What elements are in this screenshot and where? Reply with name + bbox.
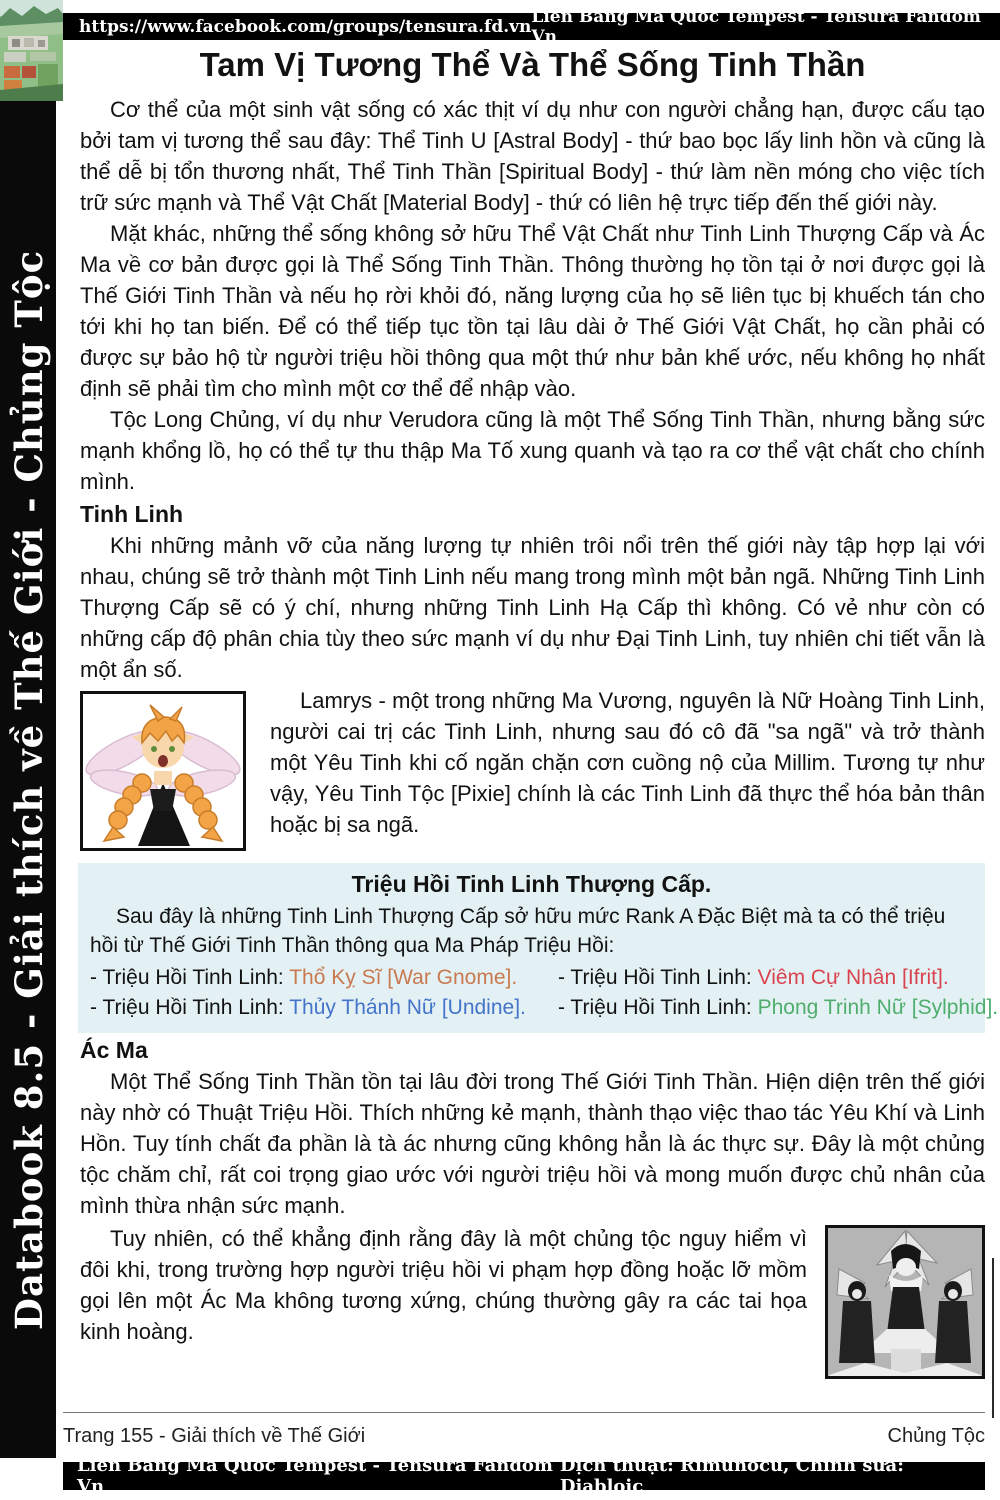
lamrys-portrait-image [80,691,246,851]
demons-panel-image [825,1225,985,1379]
bottom-banner-group: Liên Bang Ma Quốc Tempest - Tensura Fandom Vn [77,1455,553,1497]
heading-ac-ma: Ác Ma [80,1037,148,1063]
paragraph-tinh-linh: Khi những mảnh vỡ của năng lượng tự nhiên trôi nổi trên thế giới này tập hợp lại với nhau, chúng sẽ trở thành một Tinh Linh nếu mang trong mình một bản ngã. Những Tinh Linh Thượng Cấp sẽ có ý chí, nhưng những Tinh Linh Hạ Cấp thì không. Có vẻ như còn có những cấp độ phân chia tùy theo sức mạnh ví dụ như Đại Tinh Linh, tuy nhiên chi tiết vẫn là một ẩn số. [80,533,985,682]
summon-item-gnome: - Triệu Hồi Tinh Linh: Thổ Kỵ Sĩ [War Gnome]. [90,966,518,989]
sidebar-vertical-label: Databook 8.5 - Giải thích về Thế Giới - Chủng Tộc [7,249,51,1331]
heading-tinh-linh: Tinh Linh [80,501,184,527]
page-title: Tam Vị Tương Thể Và Thể Sống Tinh Thần [199,46,866,83]
group-name: Liên Bang Ma Quốc Tempest - Tensura Fandom Vn [531,6,981,47]
summon-list [90,963,999,1023]
paragraph-dragon-race: Tộc Long Chủng, ví dụ như Verudora cũng là một Thể Sống Tinh Thần, nhưng bằng sức mạnh khổng lồ, họ có thể tự thu thập Ma Tố xung quanh và tạo ra cơ thể vật chất cho chính mình. [80,407,985,494]
summon-name-undine: Thủy Thánh Nữ [Undine]. [289,996,526,1019]
summon-name-gnome: Thổ Kỵ Sĩ [War Gnome]. [289,966,518,989]
summon-info-box [78,863,999,1033]
summon-item-sylphid: - Triệu Hồi Tinh Linh: Phong Trinh Nữ [Sylphid]. [557,996,999,1019]
summon-box-title: Triệu Hồi Tinh Linh Thượng Cấp. [351,871,712,897]
top-banner [63,6,1000,47]
summon-item-undine: - Triệu Hồi Tinh Linh: Thủy Thánh Nữ [Undine]. [90,996,526,1019]
lamrys-section [80,685,985,853]
summon-name-sylphid: Phong Trinh Nữ [Sylphid]. [757,996,999,1019]
bottom-banner-credits: Dịch thuật: Rimunocu, Chỉnh sửa: Diabloic [559,1455,904,1497]
page-number-label: Trang 155 - Giải thích về Thế Giới [63,1425,366,1447]
article-content [80,46,999,1383]
summon-box-intro: Sau đây là những Tinh Linh Thượng Cấp sở hữu mức Rank A Đặc Biệt mà ta có thể triệu hồi từ Thế Giới Tinh Thần thông qua Ma Pháp Triệu Hồi: [90,905,946,957]
paragraph-lamrys: Lamrys - một trong những Ma Vương, nguyên là Nữ Hoàng Tinh Linh, người cai trị các Tinh Linh, nhưng sau đó cô đã "sa ngã" và trở thành một Yêu Tinh khi cố ngăn chặn cơn cuồng nộ của Millim. Tương tự như vậy, Yêu Tinh Tộc [Pixie] chính là các Tinh Linh đã thực thể hóa bản thân hoặc bị sa ngã. [270,688,985,837]
facebook-group-url: https://www.facebook.com/groups/tensura.fd.vn [79,16,532,37]
sidebar [0,0,56,1458]
summon-item-ifrit: - Triệu Hồi Tinh Linh: Viêm Cự Nhân [Ifrit]. [557,966,949,989]
corner-landscape-image [0,0,63,101]
ac-ma-danger-section [80,1223,985,1383]
paragraph-spiritual-lifeform: Mặt khác, những thể sống không sở hữu Thể Vật Chất như Tinh Linh Thượng Cấp và Ác Ma về cơ bản được gọi là Thể Sống Tinh Thần. Thông thường họ tồn tại ở nơi được gọi là Thế Giới Tinh Thần và nếu họ rời khỏi đó, năng lượng của họ sẽ liên tục bị khuếch tán cho tới khi họ tan biến. Để có thể tiếp tục tồn tại lâu dài ở Thế Giới Vật Chất, họ cần phải có được sự bảo hộ từ người triệu hồi thông qua một thứ như bản khế ước, nếu không họ nhất định sẽ phải tìm cho mình một cơ thể để nhập vào. [80,221,985,401]
bottom-banner [63,1455,985,1497]
page-edge-line [992,1258,994,1418]
summon-name-ifrit: Viêm Cự Nhân [Ifrit]. [757,966,949,989]
paragraph-trinity-body: Cơ thể của một sinh vật sống có xác thịt ví dụ như con người chẳng hạn, được cấu tạo bởi tam vị tương thể sau đây: Thể Tinh U [Astral Body] - thứ bao bọc lấy linh hồn và cũng là thể dễ bị tổn thương nhất, Thể Tinh Thần [Spiritual Body] - thứ làm nền móng cho việc tích trữ sức mạnh và Thể Vật Chất [Material Body] - thứ có liên hệ trực tiếp đến thế giới này. [80,97,985,215]
paragraph-ac-ma-1: Một Thể Sống Tinh Thần tồn tại lâu đời trong Thế Giới Tinh Thần. Hiện diện trên thế giới này nhờ có Thuật Triệu Hồi. Thích những kẻ mạnh, thành thạo việc thao tác Yêu Khí và Linh Hồn. Tuy tính chất đa phần là tà ác nhưng cũng không hẳn là ác thực sự. Đây là một chủng tộc chăm chỉ, rất coi trọng giao ước với người triệu hồi và mong muốn được chủ nhân của mình thừa nhận sức mạnh. [80,1069,985,1218]
chapter-label: Chủng Tộc [887,1425,985,1447]
footer-info-row [63,1412,985,1448]
paragraph-ac-ma-2: Tuy nhiên, có thể khẳng định rằng đây là một chủng tộc nguy hiểm vì đôi khi, trong trường hợp người triệu hồi vi phạm hợp đồng hoặc lỡ mồm gọi lên một Ác Ma không tương xứng, chúng thường gây ra các tai họa kinh hoàng. [80,1226,807,1344]
